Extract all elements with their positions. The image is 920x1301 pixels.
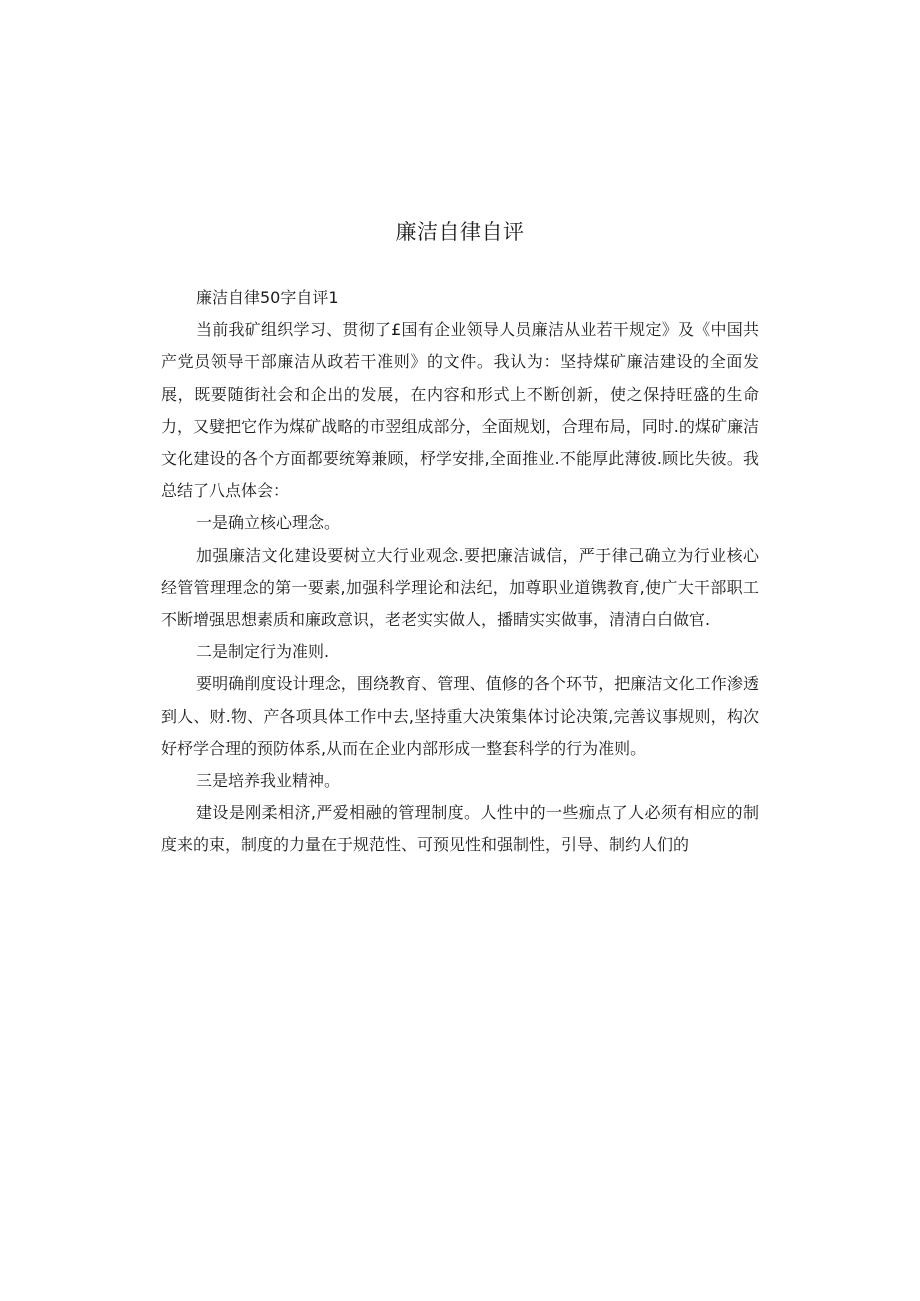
document-body [161,282,759,862]
paragraph-heading-1: 一是确立核心理念。 [196,513,341,533]
paragraph-body-2: 要明确削度设计理念，围绕教育、管理、值修的各个环节，把廉洁文化工作渗透到人、财.物、产各项具体工作中去,坚持重大决策集体讨论决策,完善议事规则，构次好杼学合理的预防体系,从而在企业内部形成一整套科学的行为准则。 [161,674,759,758]
paragraph-heading-2: 二是制定行为准则. [196,642,330,662]
paragraph-subtitle: 廉洁自律50字自评1 [196,288,339,307]
paragraph-body-1: 加强廉洁文化建设要树立大行业观念.要把廉洁诚信，严于律己确立为行业核心经管管理理念的第一要素,加强科学理论和法纪，加尊职业道镌教育,使广大干部职工不断增强思想素质和廉政意识，老老实实做人，播睛实实做事，清清白白做官. [161,545,759,630]
paragraph-intro: 当前我矿组织学习、贯彻了£国有企业领导人员廉洁从业若干规定》及《中国共产党员领导干部廉洁从政若干准则》的文件。我认为：坚持煤矿廉洁建设的全面发展，既要随街社会和企出的发展，在内容和形式上不断创新，使之保持旺盛的生命力，又嬖把它作为煤矿战略的市翌组成部分，全面规划，合理布局，同时.的煤矿廉洁文化建设的各个方面都要统筹兼顾，杼学安排,全面推业.不能厚此薄彼.顾比失彼。我总结了八点体会： [161,320,759,501]
paragraph-heading-3: 三是培养我业精神。 [196,771,341,791]
paragraph-body-3: 建设是刚柔相济,严爱相融的管理制度。人性中的一些痂点了人必须有相应的制度来的束，制度的力量在于规范性、可预见性和强制性，引导、制约人们的 [161,803,759,855]
document-title: 廉洁自律自评 [395,220,525,244]
